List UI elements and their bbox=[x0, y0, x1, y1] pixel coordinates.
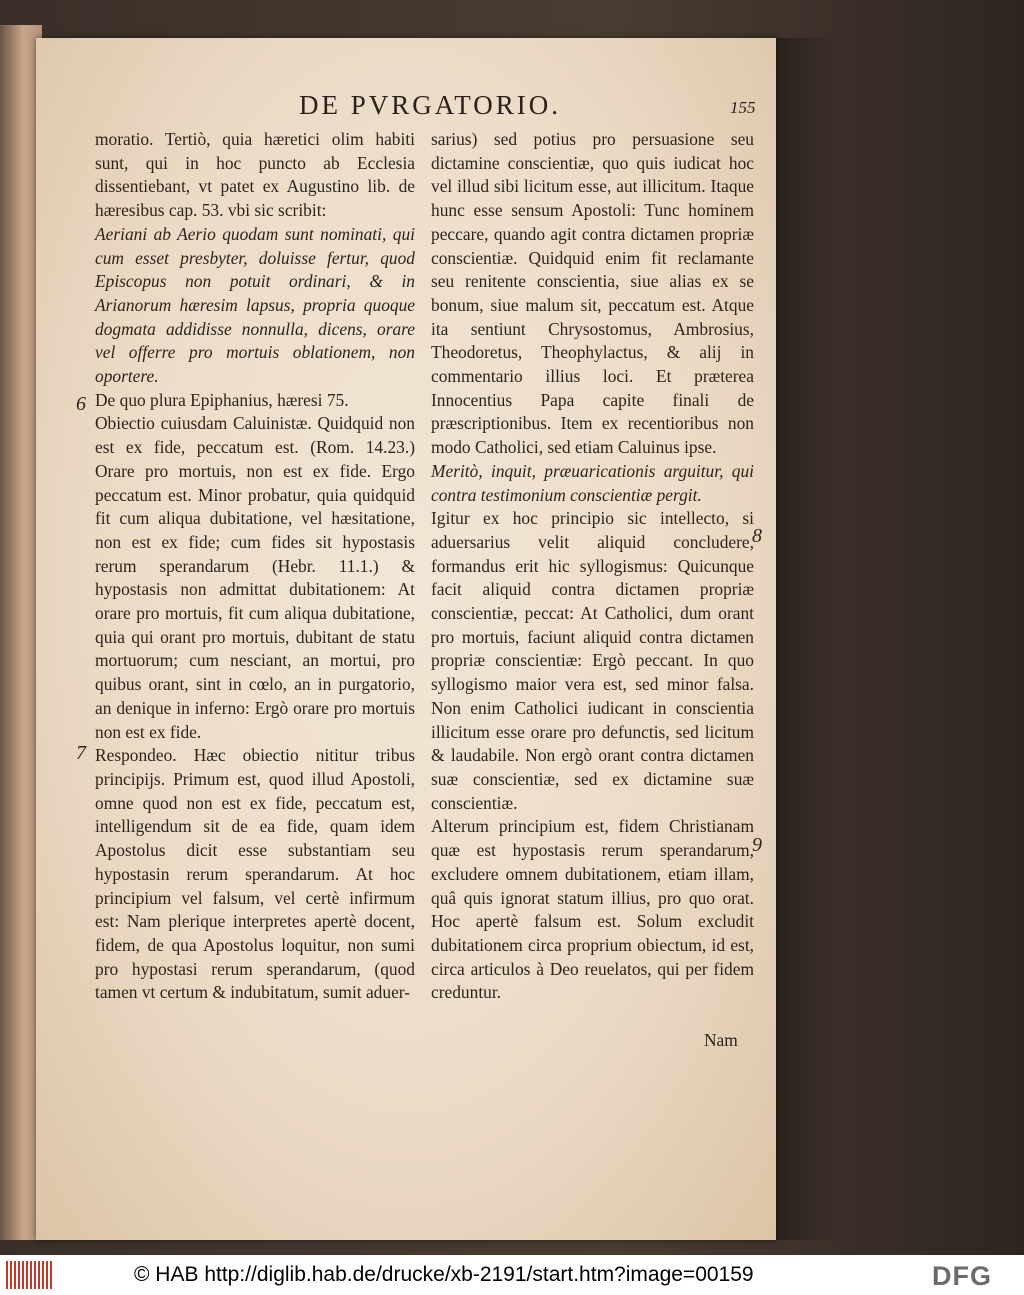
footer-bar bbox=[0, 1255, 1024, 1295]
margin-number: 7 bbox=[76, 742, 86, 764]
paragraph: De quo plura Epiphanius, hæresi 75. bbox=[95, 389, 349, 410]
quotation: Meritò, inquit, præuaricationis arguitur, qui contra testimonium conscientiæ pergit. bbox=[431, 460, 754, 505]
attribution-link[interactable]: © HAB http://diglib.hab.de/drucke/xb-2191/start.htm?image=00159 bbox=[134, 1263, 754, 1286]
quotation: Aeriani ab Aerio quodam sunt nominati, qui cum esset presbyter, doluisse fertur, quod Episcopus non potuit ordinari, & in Arianorum hæresim lapsus, propria quoque dogmata addidisse nonnulla, dicens, orare vel offerre pro mortuis oblationem, non oportere. bbox=[95, 223, 415, 387]
paragraph: sarius) sed potius pro persuasione seu dictamine conscientiæ, quo quis iudicat hoc vel illud sibi licitum esse, aut illicitum. Itaque hunc esse sensum Apostoli: Tunc hominem peccare, quando agit contra dictamen propriæ conscientiæ. Quidquid enim fit reclamante seu renitente conscientia, siue alias ex se bonum, siue malum sit, peccatum est. Atque ita sentiunt Chrysostomus, Ambrosius, Theodoretus, Theophylactus, & alij in commentario illius loci. Et præterea Innocentius Papa capite finali de præscriptionibus. Item ex recentioribus non modo Catholici, sed etiam Caluinus ipse. bbox=[431, 129, 754, 458]
paragraph: moratio. Tertiò, quia hæretici olim habiti sunt, qui in hoc puncto ab Ecclesia dissentiebant, vt patet ex Augustino lib. de hæresibus cap. 53. vbi sic scribit: bbox=[95, 129, 415, 221]
page-number: 155 bbox=[730, 98, 756, 117]
paragraph: Igitur ex hoc principio sic intellecto, si aduersarius velit aliquid concludere, formandus erit hic syllogismus: Quicunque facit aliquid contra dictamen propriæ conscientiæ, peccat: At Catholici, dum orant pro mortuis, faciunt aliquid contra dictamen propriæ conscientiæ: Ergò peccant. In quo syllogismo maior vera est, sed minor falsa. Non enim Catholici iudicant in conscientia illicitum esse orare pro defunctis, sed licitum & laudabile. Non ergò orant contra dictamen suæ conscientiæ, sed ex dictamine suæ conscientiæ. bbox=[431, 508, 754, 813]
page-shadow bbox=[776, 38, 836, 1240]
hab-logo-icon bbox=[6, 1261, 52, 1289]
paragraph: Alterum principium est, fidem Christianam quæ est hypostasis rerum sperandarum, excludere omnem dubitationem, etiam illam, quâ quis ignorat statum illius, pro quo orat. Hoc apertè falsum est. Solum excludit dubitationem circa proprium obiectum, id est, circa articulos à Deo reuelatos, qui per fidem creduntur. bbox=[431, 816, 754, 1003]
dfg-logo: DFG bbox=[932, 1261, 992, 1291]
catchword: Nam bbox=[704, 1030, 738, 1050]
margin-number: 8 bbox=[752, 525, 762, 547]
left-column bbox=[95, 128, 415, 1005]
margin-number: 6 bbox=[76, 393, 86, 415]
running-head: DE PVRGATORIO. bbox=[298, 90, 562, 120]
paragraph: Obiectio cuiusdam Caluinistæ. Quidquid non est ex fide, peccatum est. (Rom. 14.23.) Orare pro mortuis, non est ex fide. Ergo peccatum est. Minor probatur, quia quidquid fit cum aliqua dubitatione, vel hæsitatione, non est ex fide; cum fides sit hypostasis rerum sperandarum (Hebr. 11.1.) & hypostasis non admittat dubitationem: At orare pro mortuis, fit cum aliqua dubitatione, quia qui orant pro mortuis, dubitant de statu mortuorum; cum nesciant, an mortui, pro quibus orant, sint in cœlo, an in purgatorio, an denique in inferno: Ergò orare pro mortuis non est ex fide. bbox=[95, 413, 415, 742]
right-column bbox=[431, 128, 754, 1005]
margin-number: 9 bbox=[752, 834, 762, 856]
paragraph: Respondeo. Hæc obiectio nititur tribus principijs. Primum est, quod illud Apostoli, omne quod non est ex fide, peccatum est, intelligendum sit de ea fide, quam idem Apostolus dicit esse substantiam seu hypostasin rerum sperandarum. At hoc principium vel falsum, vel certè infirmum est: Nam plerique interpretes apertè docent, fidem, de qua Apostolus loquitur, non sumi pro hypostasi rerum sperandarum, (quod tamen vt certum & indubitatum, sumit aduer- bbox=[95, 745, 415, 1003]
